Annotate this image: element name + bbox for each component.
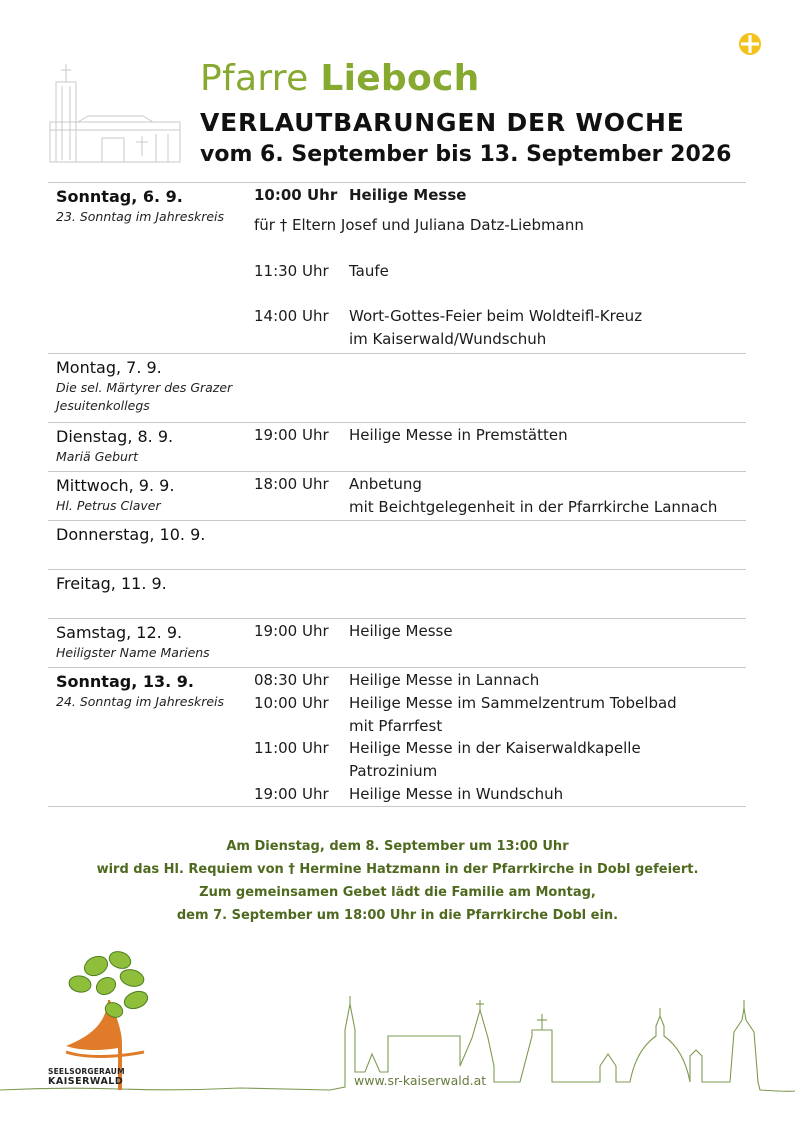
event-time: 08:30 Uhr <box>254 671 329 689</box>
table-row <box>48 521 746 570</box>
funeral-notice <box>40 835 755 927</box>
event-desc-continued: Patrozinium <box>349 762 438 780</box>
feast-label: Hl. Petrus Claver <box>56 498 161 513</box>
day-cell <box>56 186 252 226</box>
feast-label: 24. Sonntag im Jahreskreis <box>56 694 225 709</box>
feast-label-continued: Jesuitenkollegs <box>56 398 150 413</box>
event-desc: Wort-Gottes-Feier beim Woldteifl-Kreuz <box>349 307 643 325</box>
event-desc: Heilige Messe in Premstätten <box>349 426 568 444</box>
event-desc: Taufe <box>349 262 389 280</box>
website-link[interactable]: www.sr-kaiserwald.at <box>354 1073 487 1088</box>
notice-line: wird das Hl. Requiem von † Hermine Hatzmann in der Pfarrkirche in Dobl gefeiert. <box>96 862 699 877</box>
event-desc: Heilige Messe in der Kaiserwaldkapelle <box>349 739 641 757</box>
event-time: 18:00 Uhr <box>254 475 329 493</box>
event-time: 19:00 Uhr <box>254 426 329 444</box>
page-title: VERLAUTBARUNGEN DER WOCHE <box>200 108 685 137</box>
event-time: 14:00 Uhr <box>254 307 329 325</box>
logo-text-bottom: KAISERWALD <box>48 1076 124 1087</box>
event-desc: Heilige Messe in Lannach <box>349 671 540 689</box>
day-cell <box>56 524 252 546</box>
sun-cross-icon <box>738 32 762 56</box>
event-desc: Heilige Messe <box>349 622 453 640</box>
feast-label: Die sel. Märtyrer des Grazer <box>56 380 233 395</box>
parish-prefix: Pfarre <box>200 58 309 99</box>
notice-line: Am Dienstag, dem 8. September um 13:00 Uhr <box>226 839 569 854</box>
day-cell <box>56 426 252 466</box>
event-time: 19:00 Uhr <box>254 622 329 640</box>
parish-name: Lieboch <box>320 58 480 99</box>
event-desc: Heilige Messe in Wundschuh <box>349 785 564 803</box>
event-time: 11:00 Uhr <box>254 739 329 757</box>
event-desc: Heilige Messe im Sammelzentrum Tobelbad <box>349 694 677 712</box>
parish-heading <box>200 58 480 99</box>
event-desc: Anbetung <box>349 475 422 493</box>
feast-label: 23. Sonntag im Jahreskreis <box>56 209 225 224</box>
day-label: Donnerstag, 10. 9. <box>56 525 206 544</box>
day-label: Sonntag, 13. 9. <box>56 672 194 691</box>
notice-line: Zum gemeinsamen Gebet lädt die Familie am Montag, <box>199 885 596 900</box>
event-time: 10:00 Uhr <box>254 694 329 712</box>
logo-text-top: SEELSORGERAUM <box>48 1067 125 1076</box>
table-row <box>48 354 746 423</box>
page-subtitle: vom 6. September bis 13. September 2026 <box>200 142 732 167</box>
table-row <box>48 472 746 521</box>
table-row <box>48 423 746 472</box>
day-cell <box>56 357 252 415</box>
table-row <box>48 570 746 619</box>
notice-line: dem 7. September um 18:00 Uhr in die Pfarrkirche Dobl ein. <box>176 908 619 923</box>
event-desc-continued: mit Pfarrfest <box>349 717 443 735</box>
day-cell <box>56 671 252 711</box>
feast-label: Heiligster Name Mariens <box>56 645 210 660</box>
mass-intention: für † Eltern Josef und Juliana Datz-Liebmann <box>254 216 584 234</box>
day-label: Freitag, 11. 9. <box>56 574 167 593</box>
day-label: Dienstag, 8. 9. <box>56 427 174 446</box>
feast-label: Mariä Geburt <box>56 449 138 464</box>
event-desc: Heilige Messe <box>349 186 467 204</box>
day-cell <box>56 475 252 515</box>
church-sketch-icon <box>48 60 182 166</box>
event-time: 19:00 Uhr <box>254 785 329 803</box>
table-row <box>48 619 746 668</box>
day-label: Sonntag, 6. 9. <box>56 187 183 206</box>
event-time: 11:30 Uhr <box>254 262 329 280</box>
event-desc-continued: mit Beichtgelegenheit in der Pfarrkirche Lannach <box>349 498 718 516</box>
day-label: Mittwoch, 9. 9. <box>56 476 175 495</box>
event-desc-continued: im Kaiserwald/Wundschuh <box>349 330 547 348</box>
table-row <box>48 668 746 807</box>
table-row <box>48 183 746 354</box>
day-cell <box>56 573 252 595</box>
day-label: Montag, 7. 9. <box>56 358 162 377</box>
day-label: Samstag, 12. 9. <box>56 623 183 642</box>
event-time: 10:00 Uhr <box>254 186 338 204</box>
schedule-table <box>48 182 746 807</box>
day-cell <box>56 622 252 662</box>
